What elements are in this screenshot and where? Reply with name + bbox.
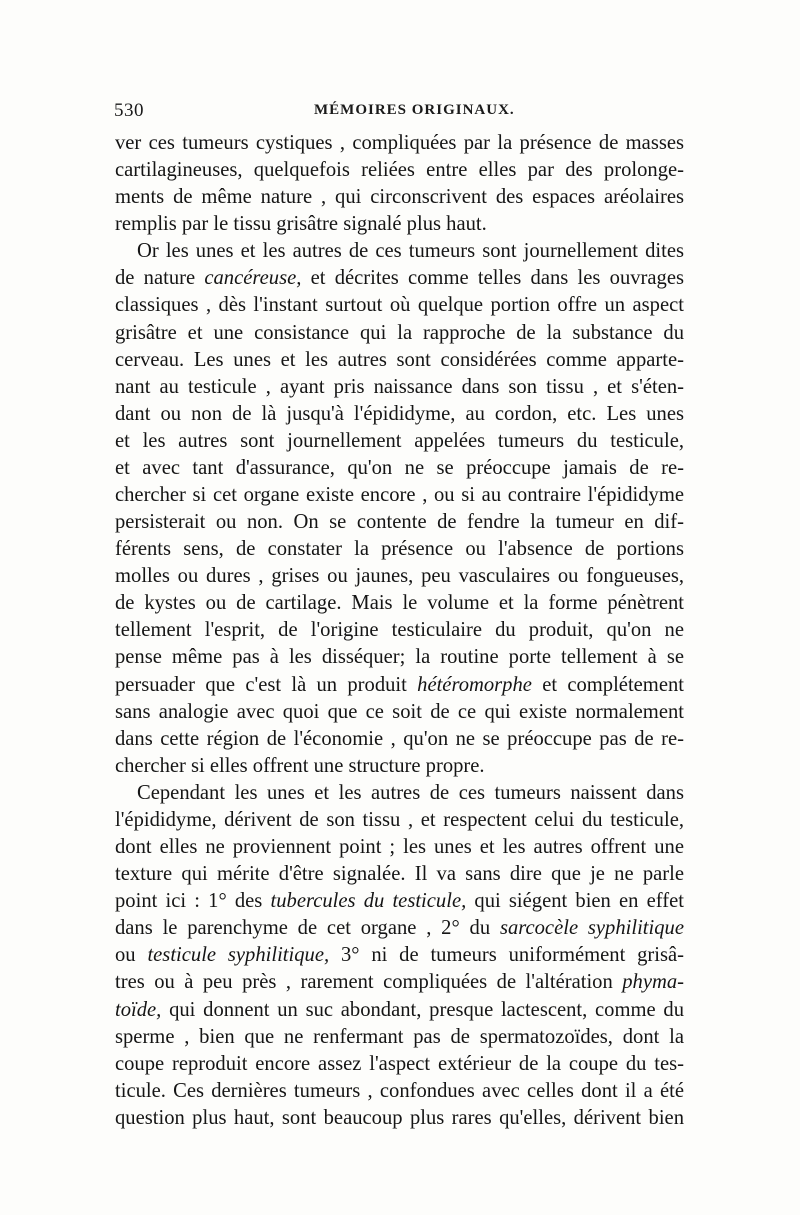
text-run: ticule. Ces dernières tumeurs , confondues avec celles dont il a été [115,1079,684,1102]
text-line [115,347,684,374]
text-line [115,644,684,671]
text-run: dant ou non de là jusqu'à l'épididyme, au cordon, etc. Les unes [115,402,684,425]
text-run: qui donnent un suc abondant, presque lactescent, comme du [161,998,684,1021]
text-run: dont elles ne proviennent point ; les unes et les autres offrent une [115,836,684,859]
text-run: et les autres sont journellement appelées tumeurs du testicule, [115,429,684,452]
text-run: coupe reproduit encore assez l'aspect extérieur de la coupe du tes- [115,1052,684,1075]
text-line [115,536,684,563]
text-run: l'épididyme, dérivent de son tissu , et respectent celui du testicule, [115,808,684,831]
text-run: Cependant les unes et les autres de ces tumeurs naissent dans [137,781,684,804]
text-line [115,1024,684,1051]
text-run: dans le parenchyme de cet organe , 2° du [115,917,500,940]
text-line [115,834,684,861]
italic-term: phyma- [622,971,684,994]
text-run: sperme , bien que ne renfermant pas de spermatozoïdes, dont la [115,1025,684,1048]
italic-term: sarcocèle syphilitique [499,917,684,940]
text-run: de kystes ou de cartilage. Mais le volume et la forme pénètrent [115,592,684,615]
text-line [115,915,684,942]
text-line [115,590,684,617]
text-run: nant au testicule , ayant pris naissance dans son tissu , et s'éten- [115,375,684,398]
text-run: remplis par le tissu grisâtre signalé plus haut. [115,213,487,236]
text-line [115,861,684,888]
text-line [115,1078,684,1105]
text-run: et décrites comme telles dans les ouvrages [301,267,684,290]
italic-term: tubercules du testicule, [270,890,467,913]
text-line [115,455,684,482]
text-line [115,563,684,590]
text-line [115,617,684,644]
italic-term: hétéromorphe [417,673,532,696]
text-line [115,157,684,184]
text-run: tres ou à peu près , rarement compliquées de l'altération [115,971,623,994]
text-line [115,780,684,807]
text-line [115,753,684,780]
text-line [115,997,684,1024]
text-run: Or les unes et les autres de ces tumeurs sont journellement dites [137,240,684,263]
page-number: 530 [114,100,144,121]
text-line [115,969,684,996]
italic-term: testicule syphilitique, [147,944,330,967]
text-run: tellement l'esprit, de l'origine testiculaire du produit, qu'on ne [115,619,684,642]
page-header [114,96,684,126]
text-line [115,1105,684,1132]
text-line [115,184,684,211]
italic-term: toïde, [115,998,162,1021]
text-run: molles ou dures , grises ou jaunes, peu vasculaires ou fongueuses, [115,565,684,588]
text-run: chercher si cet organe existe encore , ou si au contraire l'épididyme [115,484,684,507]
text-line [115,807,684,834]
text-line [115,401,684,428]
text-line [115,699,684,726]
text-line [115,374,684,401]
text-run: persisterait ou non. On se contente de fendre la tumeur en dif- [115,511,684,534]
text-line [115,428,684,455]
text-run: dans cette région de l'économie , qu'on ne se préoccupe pas de re- [115,727,684,750]
text-run: cerveau. Les unes et les autres sont considérées comme apparte- [115,348,684,371]
text-line [115,482,684,509]
text-line [115,672,684,699]
text-run: cartilagineuses, quelquefois reliées entre elles par des prolonge- [115,159,684,182]
text-run: de nature [115,267,205,290]
text-run: qui siégent bien en effet [466,890,684,913]
text-run: point ici : 1° des [115,890,271,913]
body-text [115,130,684,1132]
text-run: pense même pas à les disséquer; la routine porte tellement à se [115,646,684,669]
text-line [115,509,684,536]
text-run: texture qui mérite d'être signalée. Il va sans dire que je ne parle [115,863,684,886]
text-line [115,888,684,915]
text-line [115,238,684,265]
text-run: classiques , dès l'instant surtout où quelque portion offre un aspect [115,294,684,317]
text-line [115,265,684,292]
text-line [115,211,684,238]
text-line [115,1051,684,1078]
text-line [115,320,684,347]
text-run: et complétement [531,673,684,696]
text-line [115,726,684,753]
text-run: question plus haut, sont beaucoup plus rares qu'elles, dérivent bien [115,1106,684,1129]
text-run: ver ces tumeurs cystiques , compliquées par la présence de masses [115,132,684,154]
text-run: sans analogie avec quoi que ce soit de ce qui existe normalement [115,700,684,723]
text-run: chercher si elles offrent une structure propre. [115,754,485,777]
text-run: ments de même nature , qui circonscrivent des espaces aréolaires [115,186,684,209]
text-line [115,130,684,157]
running-head: MÉMOIRES ORIGINAUX. [314,102,515,118]
text-run: 3° ni de tumeurs uniformément grisâ- [329,944,684,967]
text-line [115,942,684,969]
text-run: et avec tant d'assurance, qu'on ne se préoccupe jamais de re- [115,456,684,479]
italic-term: cancéreuse, [204,267,302,290]
text-run: ou [115,944,148,967]
text-run: férents sens, de constater la présence ou l'absence de portions [115,538,684,561]
text-line [115,292,684,319]
text-run: persuader que c'est là un produit [115,673,418,696]
text-run: grisâtre et une consistance qui la rapproche de la substance du [115,321,684,344]
